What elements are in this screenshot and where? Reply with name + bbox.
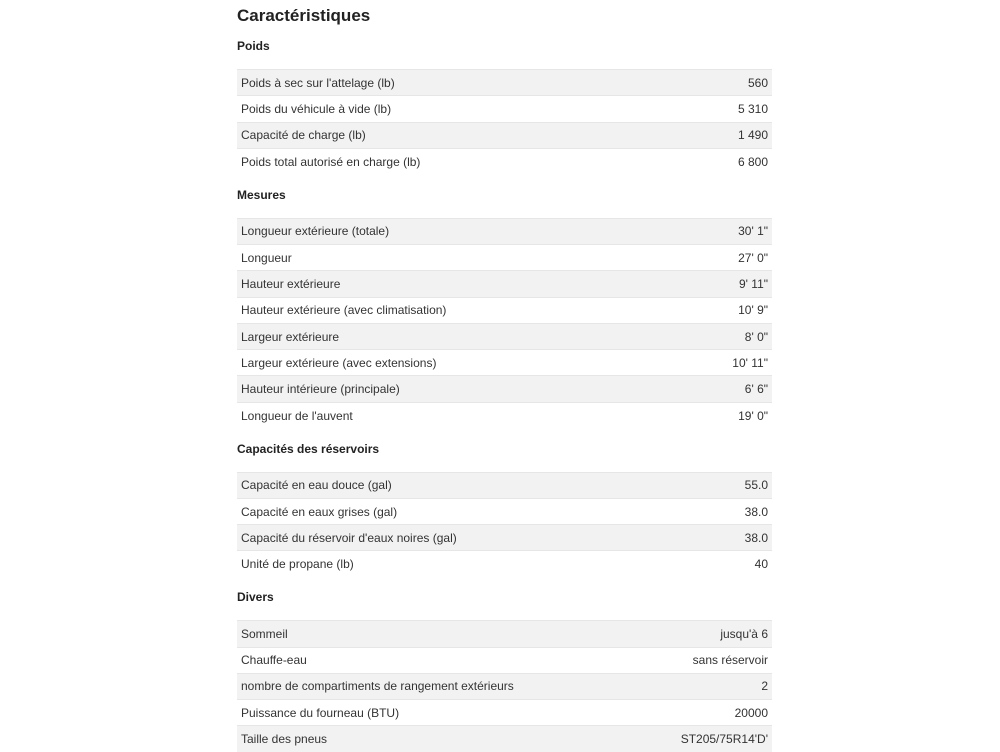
section-title-measurements: Mesures [237, 187, 286, 202]
table-row [237, 148, 772, 174]
table-row [237, 122, 772, 148]
spec-label: Capacité en eaux grises (gal) [241, 504, 398, 519]
spec-label: Capacité du réservoir d'eaux noires (gal) [241, 530, 457, 545]
spec-value: sans réservoir [692, 653, 768, 668]
spec-label: Poids à sec sur l'attelage (lb) [241, 75, 395, 90]
spec-value: 27' 0" [738, 250, 768, 265]
table-row [237, 673, 772, 699]
spec-value: jusqu'à 6 [720, 626, 768, 641]
table-row [237, 647, 772, 673]
table-row [237, 621, 772, 647]
spec-label: Poids du véhicule à vide (lb) [241, 101, 392, 116]
spec-value: 6 800 [737, 154, 768, 169]
table-row [237, 70, 772, 96]
spec-label: Hauteur extérieure (avec climatisation) [241, 303, 447, 318]
table-row [237, 551, 772, 577]
table-row [237, 376, 772, 402]
spec-label: Longueur extérieure (totale) [241, 224, 390, 239]
table-row [237, 726, 772, 752]
table-row [237, 472, 772, 498]
table-row [237, 323, 772, 349]
spec-value: 1 490 [737, 128, 768, 143]
spec-value: 6' 6" [744, 382, 768, 397]
section-measurements [237, 187, 772, 429]
spec-label: Taille des pneus [241, 732, 328, 747]
spec-label: Poids total autorisé en charge (lb) [241, 154, 421, 169]
spec-value: 8' 0" [744, 329, 768, 344]
spec-value: 38.0 [744, 530, 768, 545]
tank-capacities-table [237, 472, 772, 578]
spec-label: Largeur extérieure (avec extensions) [241, 355, 437, 370]
spec-label: Sommeil [241, 626, 288, 641]
specifications-panel [237, 0, 772, 752]
table-row [237, 402, 772, 428]
spec-value: 5 310 [737, 101, 768, 116]
spec-label: Capacité en eau douce (gal) [241, 478, 392, 493]
miscellaneous-table [237, 620, 772, 752]
table-row [237, 525, 772, 551]
table-row [237, 297, 772, 323]
page-title: Caractéristiques [237, 6, 371, 25]
table-row [237, 700, 772, 726]
section-miscellaneous [237, 589, 772, 752]
spec-value: 20000 [734, 705, 768, 720]
section-title-miscellaneous: Divers [237, 590, 274, 605]
spec-value: 10' 9" [738, 303, 768, 318]
table-row [237, 271, 772, 297]
spec-label: Capacité de charge (lb) [241, 128, 366, 143]
spec-label: Largeur extérieure [241, 329, 340, 344]
spec-label: Puissance du fourneau (BTU) [241, 705, 400, 720]
spec-label: nombre de compartiments de rangement extérieurs [241, 679, 514, 694]
table-row [237, 218, 772, 244]
measurements-table [237, 218, 772, 429]
spec-value: 40 [754, 557, 768, 572]
section-weight [237, 38, 772, 175]
section-tank-capacities [237, 441, 772, 578]
table-row [237, 498, 772, 524]
spec-label: Longueur de l'auvent [241, 408, 353, 423]
spec-value: 19' 0" [738, 408, 768, 423]
spec-label: Hauteur intérieure (principale) [241, 382, 400, 397]
table-row [237, 350, 772, 376]
spec-value: 10' 11" [732, 355, 768, 370]
spec-value: 55.0 [744, 478, 768, 493]
spec-value: 38.0 [744, 504, 768, 519]
spec-value: 9' 11" [738, 276, 768, 291]
spec-label: Hauteur extérieure [241, 276, 341, 291]
spec-label: Unité de propane (lb) [241, 557, 354, 572]
spec-label: Longueur [241, 250, 292, 265]
table-row [237, 96, 772, 122]
section-title-weight: Poids [237, 39, 270, 53]
spec-value: 560 [747, 75, 768, 90]
spec-value: 30' 1" [738, 224, 768, 239]
weight-table [237, 69, 772, 175]
table-row [237, 244, 772, 270]
spec-value: 2 [761, 679, 768, 694]
spec-value: ST205/75R14'D' [680, 732, 768, 747]
section-title-tank-capacities: Capacités des réservoirs [237, 441, 380, 456]
spec-label: Chauffe-eau [241, 653, 307, 668]
